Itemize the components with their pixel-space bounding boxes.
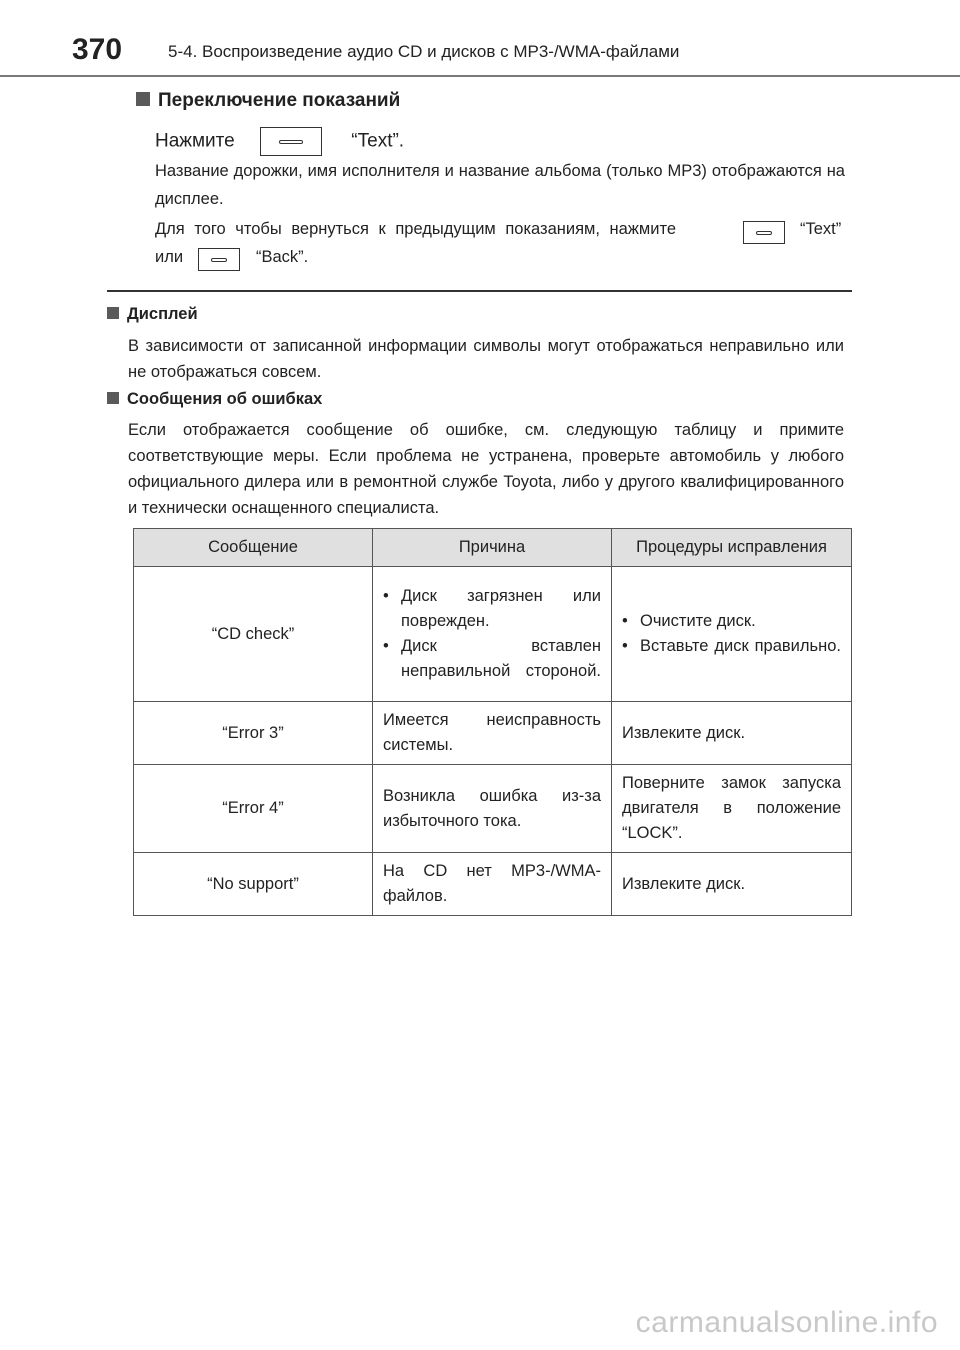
section-title-switch [136, 90, 400, 112]
return-instruction-prefix: Для того чтобы вернуться к предыдущим показаниям, нажмите [155, 220, 676, 238]
table-row [134, 853, 852, 916]
cause-item: Диск загрязнен или поврежден. [401, 587, 601, 630]
fix-cell: Извлеките диск. [612, 702, 852, 765]
cause-cell [373, 567, 612, 702]
table-row [134, 765, 852, 853]
list-item: • Диск загрязнен или поврежден. [383, 584, 601, 634]
list-item: • Вставьте диск правильно. [622, 634, 841, 659]
cause-cell: На CD нет MP3-/WMA-файлов. [373, 853, 612, 916]
column-header-cause: Причина [373, 529, 612, 567]
cause-cell: Возникла ошибка из-за избыточного тока. [373, 765, 612, 853]
button-icon [260, 127, 322, 156]
watermark: carmanualsonline.info [635, 1306, 938, 1339]
list-item: • Диск вставлен неправильной стороной. [383, 634, 601, 684]
fix-cell: Извлеките диск. [612, 853, 852, 916]
cause-cell: Имеется неисправность системы. [373, 702, 612, 765]
fix-cell: Поверните замок запуска двигателя в положение “LOCK”. [612, 765, 852, 853]
section-title-text: Переключение показаний [158, 90, 401, 111]
display-title [107, 305, 198, 324]
chapter-title: 5-4. Воспроизведение аудио CD и дисков с MP3-/WMA-файлами [168, 42, 680, 61]
error-table [133, 528, 852, 916]
square-bullet-icon [136, 92, 150, 106]
table-header-row [134, 529, 852, 567]
table-row [134, 567, 852, 702]
message-cell: “No support” [134, 853, 373, 916]
errors-title [107, 390, 322, 409]
button-icon [743, 221, 785, 244]
message-cell: “CD check” [134, 567, 373, 702]
press-suffix: “Text”. [351, 130, 405, 152]
column-header-message: Сообщение [134, 529, 373, 567]
errors-title-text: Сообщения об ошибках [127, 390, 323, 408]
column-header-fix: Процедуры исправления [612, 529, 852, 567]
display-title-text: Дисплей [127, 305, 198, 323]
message-cell: “Error 4” [134, 765, 373, 853]
fix-item: Вставьте диск правильно. [640, 637, 841, 655]
square-bullet-icon [107, 307, 119, 319]
section-divider [107, 290, 852, 292]
message-cell: “Error 3” [134, 702, 373, 765]
press-prefix: Нажмите [155, 130, 235, 152]
square-bullet-icon [107, 392, 119, 404]
return-or: или [155, 248, 184, 266]
page-number: 370 [72, 33, 123, 66]
switch-description: Название дорожки, имя исполнителя и название альбома (только MP3) отображаются на дисплее. [155, 162, 845, 208]
cause-item: Диск вставлен неправильной стороной. [401, 637, 601, 680]
return-back-label: “Back”. [256, 248, 309, 266]
return-text-label: “Text” [800, 220, 842, 238]
table-row [134, 702, 852, 765]
button-icon [198, 248, 240, 271]
page-header [0, 0, 960, 78]
press-text-instruction [155, 127, 404, 156]
display-text: В зависимости от записанной информации символы могут отображаться неправильно или не отображаться совсем. [128, 337, 844, 381]
fix-item: Очистите диск. [640, 612, 756, 630]
fix-cell [612, 567, 852, 702]
errors-text: Если отображается сообщение об ошибке, см. следующую таблицу и примите соответствующие меры. Если проблема не устранена, проверьте автомобиль у любого официального дилера или в ремонтной службе Toyota, либо у другого квалифицированного и технически оснащенного специалиста. [128, 421, 844, 517]
header-divider [0, 75, 960, 77]
list-item: • Очистите диск. [622, 609, 841, 634]
